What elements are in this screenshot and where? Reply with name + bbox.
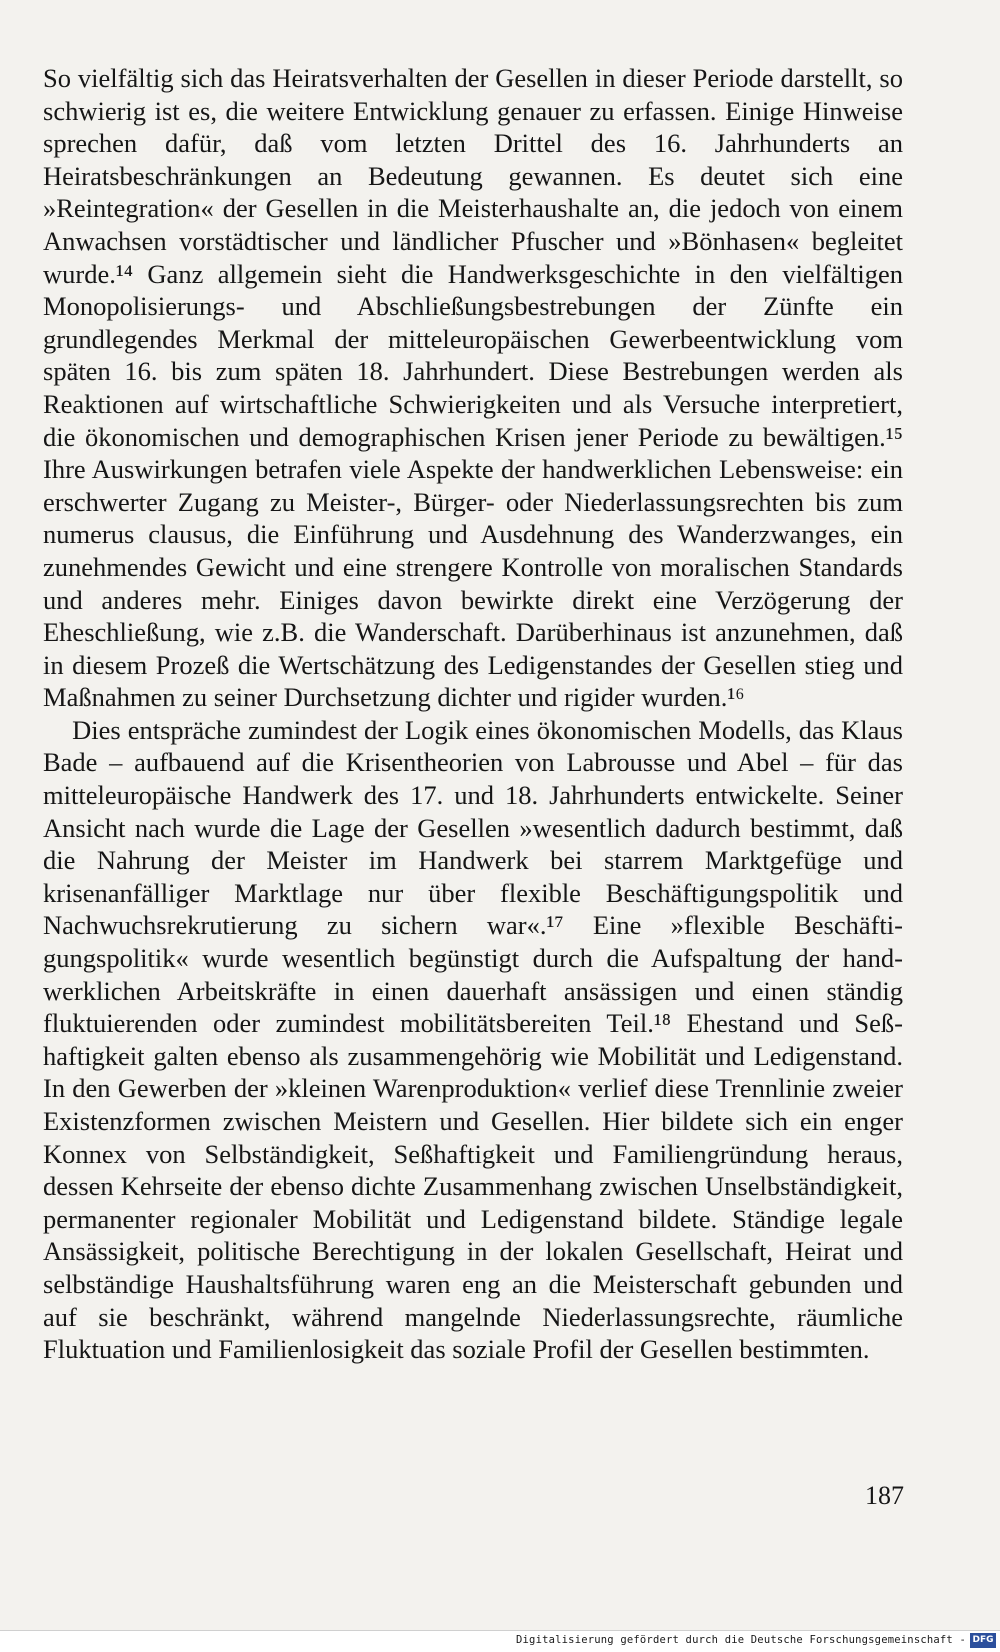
dfg-logo-icon: DFG [970, 1633, 996, 1648]
digitization-footer [0, 1630, 1000, 1652]
page-number: 187 [865, 1481, 904, 1510]
paragraph-2: Dies entspräche zumindest der Logik eines ökonomischen Modells, das Klaus Bade – aufbauend auf die Krisentheorien von Labrousse und Abel – für das mitteleuropäische Handwerk des 17. und 18. Jahrhunderts entwickelte. Seiner Ansicht nach wurde die Lage der Gesellen »wesentlich dadurch bestimmt, daß die Nahrung der Meister im Handwerk bei starrem Marktgefüge und krisenanfälliger Marktlage nur über flexible Beschäftigungspolitik und Nachwuchsrekrutierung zu sichern war«.¹⁷ Eine »flexible Beschäftigungspolitik« wurde wesentlich begünstigt durch die Aufspaltung der handwerklichen Arbeitskräfte in einen dauerhaft ansässigen und einen ständig fluktuierenden oder zumindest mobilitätsbereiten Teil.¹⁸ Ehestand und Seßhaftigkeit galten ebenso als zusammengehörig wie Mobilität und Ledigenstand. In den Gewerben der »kleinen Warenproduktion« verlief diese Trennlinie zweier Existenzformen zwischen Meistern und Gesellen. Hier bildete sich ein enger Konnex von Selbständigkeit, Seßhaftigkeit und Familiengründung heraus, dessen Kehrseite der ebenso dichte Zusammenhang zwischen Unselbständigkeit, permanenter regionaler Mobilität und Ledigenstand bildete. Ständige legale Ansässigkeit, politische Berechtigung in der lokalen Gesellschaft, Heirat und selbständige Haushaltsführung waren eng an die Meisterschaft gebunden und auf sie beschränkt, während mangelnde Niederlassungsrechte, räumliche Fluktuation und Familienlosigkeit das soziale Profil der Gesellen bestimmten. [43, 714, 903, 1365]
footer-credit-text: Digitalisierung gefördert durch die Deutsche Forschungsgemeinschaft - [516, 1634, 966, 1646]
body-text [43, 62, 903, 1366]
paragraph-1: So vielfältig sich das Heiratsverhalten der Gesellen in dieser Periode darstellt, so schwierig ist es, die weitere Entwicklung genauer zu erfassen. Einige Hinweise sprechen dafür, daß vom letzten Drittel des 16. Jahrhunderts an Heiratsbeschränkungen an Bedeutung gewannen. Es deutet sich eine »Reintegration« der Gesellen in die Meisterhaushalte an, die jedoch von einem Anwachsen vorstädtischer und ländlicher Pfuscher und »Bönhasen« begleitet wurde.¹⁴ Ganz allgemein sieht die Handwerksgeschichte in den vielfältigen Monopolisierungs- und Abschließungsbestrebungen der Zünfte ein grundlegendes Merkmal der mitteleuropäischen Gewerbeentwicklung vom späten 16. bis zum späten 18. Jahrhundert. Diese Bestrebungen werden als Reaktionen auf wirtschaftliche Schwierigkeiten und als Versuche interpretiert, die ökonomischen und demographischen Krisen jener Periode zu bewältigen.¹⁵ Ihre Auswirkungen betrafen viele Aspekte der handwerklichen Lebensweise: ein erschwerter Zugang zu Meister-, Bürger- oder Niederlassungsrechten bis zum numerus clausus, die Einführung und Ausdehnung des Wanderzwanges, ein zunehmendes Gewicht und eine strengere Kontrolle von moralischen Standards und anderes mehr. Einiges davon bewirkte direkt eine Verzögerung der Eheschließung, wie z.B. die Wanderschaft. Darüberhinaus ist anzunehmen, daß in diesem Prozeß die Wertschätzung des Ledigenstandes der Gesellen stieg und Maßnahmen zu seiner Durchsetzung dichter und rigider wurden.¹⁶ [43, 63, 903, 713]
